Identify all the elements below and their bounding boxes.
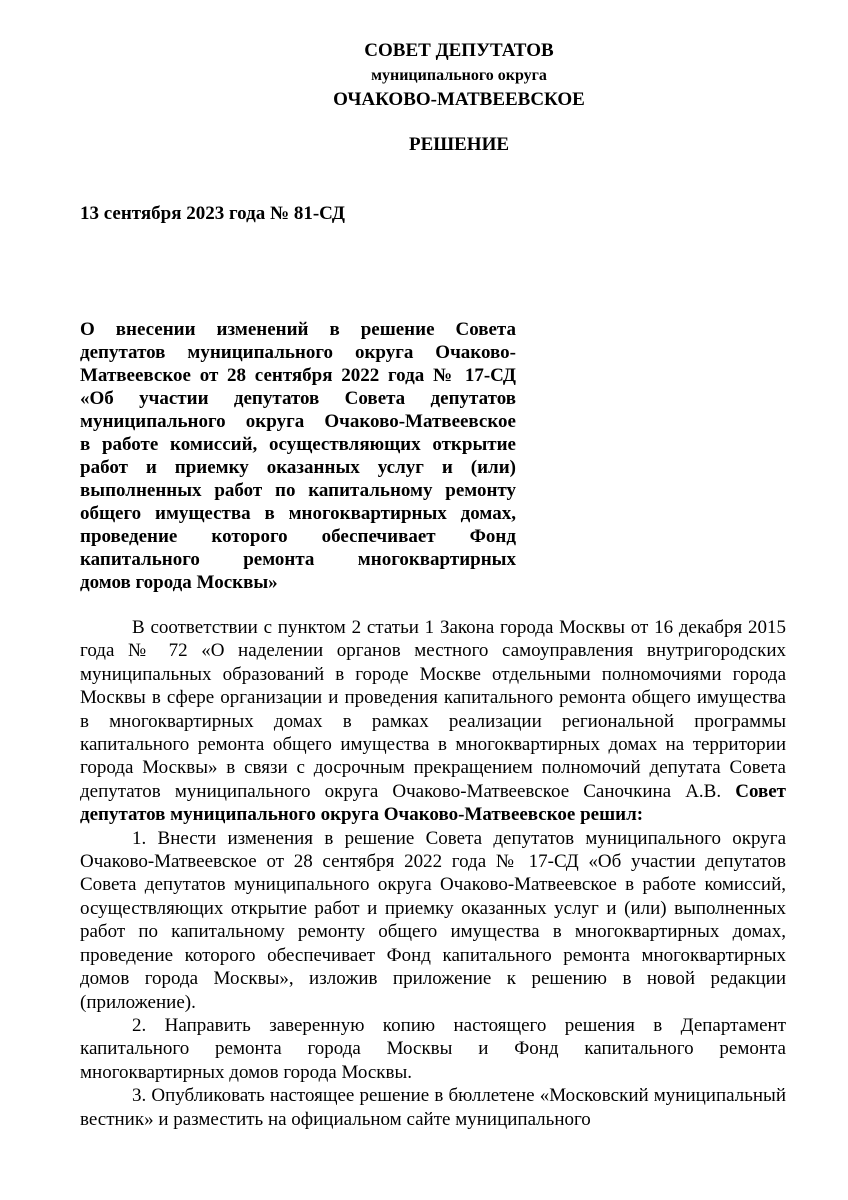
item-number: 3. xyxy=(132,1085,147,1107)
item-text: Внести изменения в решение Совета депутатов муниципального округа Очаково-Матвеевское от 28 сентября 2022 года № 17-СД «Об участии депутатов Совета депутатов муниципального округа Очаково-Матвеевское в работе комиссий, осуществляющих открытие работ и приемку оказанных услуг и (или) выполненных работ по капитальному ремонту общего имущества в многоквартирных домах, проведение которого обеспечивает Фонд капитального ремонта многоквартирных домов города Москвы», изложив приложение к решению в новой редакции (приложение). xyxy=(80,827,787,1013)
item-number: 2. xyxy=(132,1014,147,1036)
subject-line: проведение которого обеспечивает Фонд xyxy=(80,526,516,547)
subject-line: депутатов муниципального округа Очаково- xyxy=(80,342,516,363)
council-name: СОВЕТ ДЕПУТАТОВ xyxy=(364,40,554,61)
decision-item-3 xyxy=(80,1084,786,1131)
subject-line: домов города Москвы» xyxy=(80,572,278,593)
subject-line: «Об участии депутатов Совета депутатов xyxy=(80,388,516,409)
item-text: Опубликовать настоящее решение в бюллетене «Московский муниципальный вестник» и разместить на официальном сайте муниципального xyxy=(80,1085,786,1130)
subject-line: выполненных работ по капитальному ремонту xyxy=(80,480,516,501)
subject-line: в работе комиссий, осуществляющих открытие xyxy=(80,434,516,455)
decision-date-number: 13 сентября 2023 года № 81-СД xyxy=(80,203,345,224)
subject-line: О внесении изменений в решение Совета xyxy=(80,319,516,340)
preamble-paragraph xyxy=(80,616,786,827)
subject-line: общего имущества в многоквартирных домах, xyxy=(80,503,516,524)
subject-line: капитального ремонта многоквартирных xyxy=(80,549,516,570)
decision-item-2 xyxy=(80,1014,786,1084)
decision-phrase: Совет депутатов муниципального округа Очаково-Матвеевское решил: xyxy=(80,780,787,826)
decision-item-1 xyxy=(80,827,786,1014)
subject-line: муниципального округа Очаково-Матвеевское xyxy=(80,411,516,432)
decision-body xyxy=(80,616,786,1131)
subject-line: Матвеевское от 28 сентября 2022 года № 17-СД xyxy=(80,365,516,386)
decision-subject xyxy=(80,318,516,594)
item-number: 1. xyxy=(132,827,147,849)
item-text: Направить заверенную копию настоящего решения в Департамент капитального ремонта города Москвы и Фонд капитального ремонта многоквартирных домов города Москвы. xyxy=(80,1014,787,1083)
document-title: РЕШЕНИЕ xyxy=(408,134,510,155)
subject-line: работ и приемку оказанных услуг и (или) xyxy=(80,457,516,478)
district-type: муниципального округа xyxy=(371,67,547,84)
district-name: ОЧАКОВО-МАТВЕЕВСКОЕ xyxy=(333,89,585,110)
preamble-text: В соответствии с пунктом 2 статьи 1 Закона города Москвы от 16 декабря 2015 года № 72 «О наделении органов местного самоуправления внутригородских муниципальных образований в городе Москве отдельными полномочиями города Москвы в сфере организации и проведения капитального ремонта общего имущества в многоквартирных домах в рамках реализации региональной программы капитального ремонта общего имущества в многоквартирных домах на территории города Москвы» в связи с досрочным прекращением полномочий депутата Совета депутатов муниципального округа Очаково-Матвеевское Саночкина А.В. xyxy=(80,617,786,802)
